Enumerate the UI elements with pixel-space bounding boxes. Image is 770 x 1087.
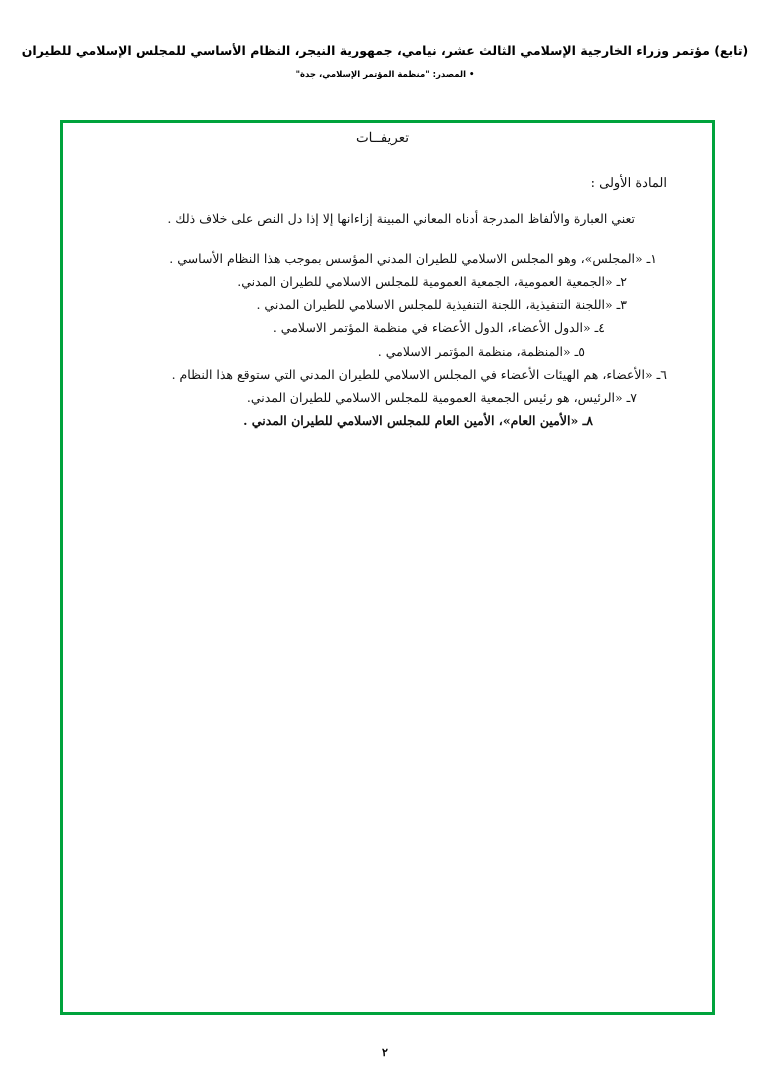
header-title: (تابع) مؤتمر وزراء الخارجية الإسلامي الثالث عشر، نيامي، جمهورية النيجر، النظام الأساسي للمجلس الإسلامي للطيران — [21, 43, 749, 58]
list-item: ٣ـ «اللجنة التنفيذية، اللجنة التنفيذية للمجلس الاسلامي للطيران المدني . — [256, 297, 627, 313]
article-intro: تعني العبارة والألفاظ المدرجة أدناه المعاني المبينة إزاءانها إلا إذا دل النص على خلاف ذلك . — [167, 211, 635, 226]
document-body — [0, 130, 770, 432]
list-item: ١ـ «المجلس»، وهو المجلس الاسلامي للطيران المدني المؤسس بموجب هذا النظام الأساسي . — [169, 251, 657, 266]
header-source: • المصدر: "منظمة المؤتمر الإسلامي، جدة" — [295, 69, 475, 80]
definitions-list — [50, 247, 715, 432]
page-number: ٢ — [382, 1046, 388, 1059]
list-item: ٤ـ «الدول الأعضاء، الدول الأعضاء في منظمة المؤتمر الاسلامي . — [272, 320, 605, 336]
list-item: ٥ـ «المنظمة، منظمة المؤتمر الاسلامي . — [377, 343, 585, 359]
list-item: ٧ـ «الرئيس، هو رئيس الجمعية العمومية للمجلس الاسلامي للطيران المدني. — [246, 389, 637, 405]
section-title: تعريفــات — [355, 130, 410, 146]
article-label: المادة الأولى : — [590, 176, 667, 191]
page-header — [0, 42, 770, 80]
list-item: ٦ـ «الأعضاء، هم الهيئات الأعضاء في المجلس الاسلامي للطيران المدني التي ستوقع هذا النظام . — [171, 366, 667, 382]
list-item: ٢ـ «الجمعية العمومية، الجمعية العمومية للمجلس الاسلامي للطيران المدني. — [237, 274, 627, 290]
list-item: ٨ـ «الأمين العام»، الأمين العام للمجلس الاسلامي للطيران المدني . — [243, 412, 593, 428]
